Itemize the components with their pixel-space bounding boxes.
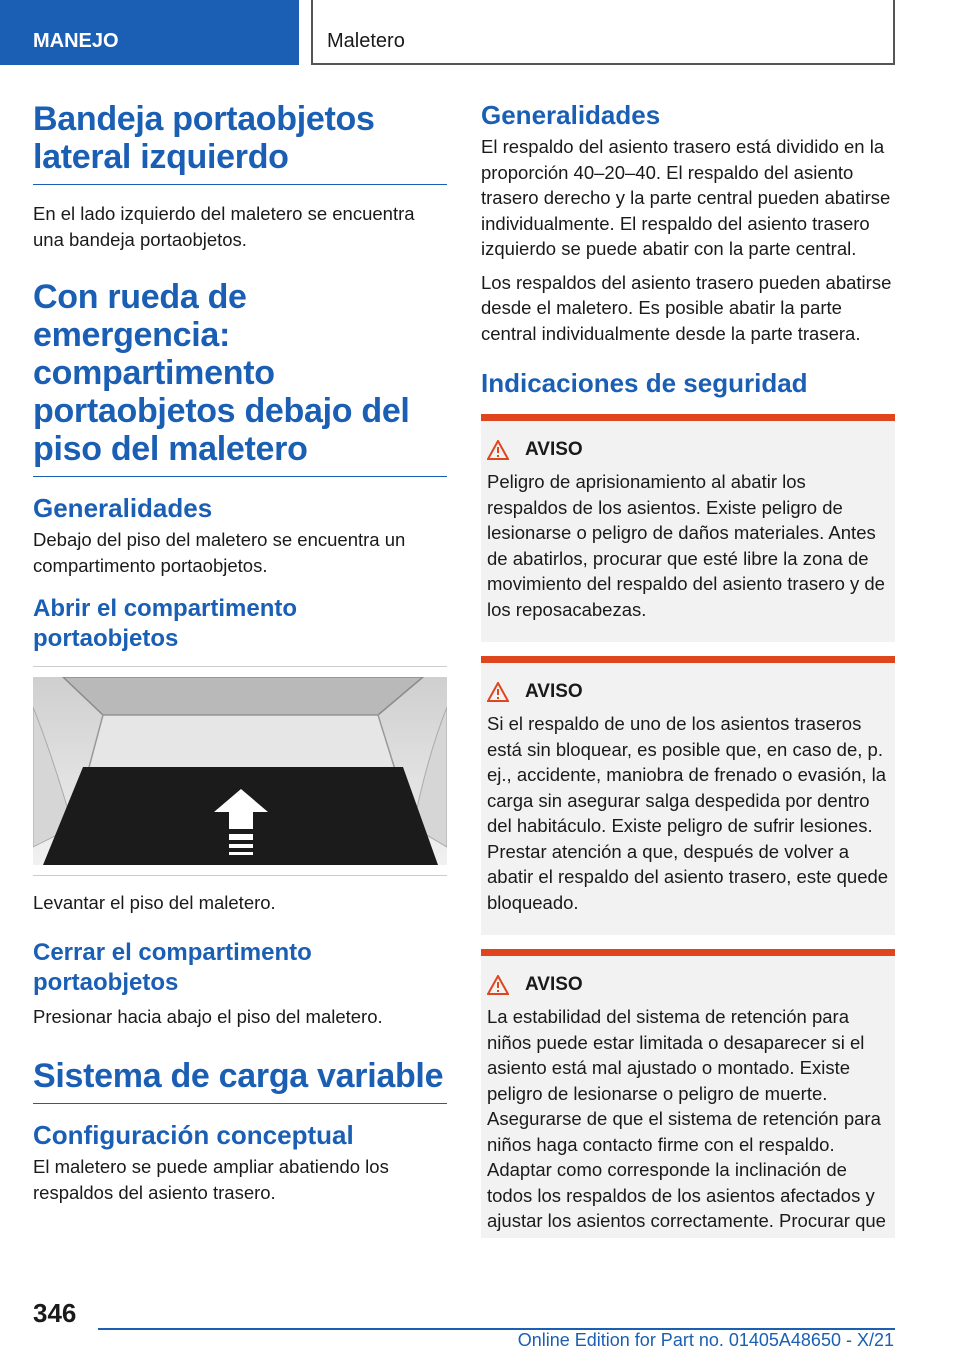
- warning-label: AVISO: [525, 439, 583, 460]
- warning-text: La estabilidad del sistema de retención para niños puede estar limitada o desaparecer si el asiento está mal ajustado o montado. Existe peligro de lesionarse o peligro de muerte. Asegurarse de que el sistema de retención para niños haga contacto firme con el respaldo. Adaptar como corresponde la inclinación de todos los respaldos de los asientos afectados y ajustar los asientos correctamente. Procurar que: [487, 1006, 886, 1231]
- warning-box: [481, 949, 895, 1238]
- heading-side-tray: Bandeja portaobjetos lateral izquierdo: [33, 100, 447, 185]
- heading-close-compartment: Cerrar el compartimento portaobjetos: [33, 938, 312, 996]
- heading-general-left: Generalidades: [33, 493, 213, 523]
- warning-triangle-icon: [487, 975, 509, 995]
- warning-box: [481, 414, 895, 642]
- paragraph-fold-from-trunk: Los respaldos del asiento trasero pueden abatirse desde el maletero. Es posible abatir la parte central individualmente desde la parte trasera.: [481, 271, 892, 344]
- footer-edition: Online Edition for Part no. 01405A48650 - X/21: [517, 1330, 894, 1350]
- left-column: [33, 100, 447, 1213]
- warning-box: [481, 656, 895, 935]
- heading-open-compartment: Abrir el compartimento portaobjetos: [33, 595, 298, 652]
- heading-variable-loading: Sistema de carga variable: [33, 1057, 447, 1104]
- heading-concept: Configuración conceptual: [33, 1120, 354, 1150]
- header-section: MANEJO: [0, 0, 299, 65]
- warning-label: AVISO: [525, 681, 583, 702]
- header-title: Maletero: [311, 0, 895, 65]
- heading-spare-wheel: Con rueda de emergencia: compartimento portaobjetos debajo del piso del maletero: [33, 278, 447, 477]
- warning-text: Peligro de aprisionamiento al abatir los respaldos de los asientos. Existe peligro de lesionarse o peligro de daños materiales. Antes de abatirlos, procurar que esté libre la zona de movimiento del respaldo del asiento trasero y de los reposacabezas.: [487, 471, 885, 620]
- trunk-floor-illustration: [33, 666, 447, 876]
- figure-caption: Levantar el piso del maletero.: [33, 892, 276, 913]
- page-number: 346: [33, 1298, 77, 1328]
- paragraph-under-floor: Debajo del piso del maletero se encuentra un compartimento portaobjetos.: [33, 529, 406, 576]
- paragraph-seat-split: El respaldo del asiento trasero está dividido en la proporción 40–20–40. El respaldo del asiento trasero derecho y la parte central pueden abatirse individualmente. El respaldo del asiento trasero izquierdo se puede abatir con la parte central.: [481, 136, 891, 259]
- paragraph-side-tray: En el lado izquierdo del maletero se encuentra una bandeja portaobjetos.: [33, 203, 415, 250]
- warning-text: Si el respaldo de uno de los asientos traseros está sin bloquear, es posible que, en caso de, p. ej., accidente, maniobra de frenado o evasión, la carga sin asegurar salga despedida por dentro del habitáculo. Existe peligro de sufrir lesiones. Prestar atención a que, después de volver a abatir el respaldo del asiento trasero, este quede bloqueado.: [487, 713, 889, 913]
- right-column: [481, 100, 895, 1252]
- heading-safety: Indicaciones de seguridad: [481, 368, 808, 398]
- paragraph-concept: El maletero se puede ampliar abatiendo los respaldos del asiento trasero.: [33, 1156, 389, 1203]
- warning-triangle-icon: [487, 440, 509, 460]
- warning-triangle-icon: [487, 682, 509, 702]
- paragraph-close: Presionar hacia abajo el piso del maletero.: [33, 1005, 383, 1027]
- heading-general-right: Generalidades: [481, 100, 661, 130]
- warning-label: AVISO: [525, 974, 583, 995]
